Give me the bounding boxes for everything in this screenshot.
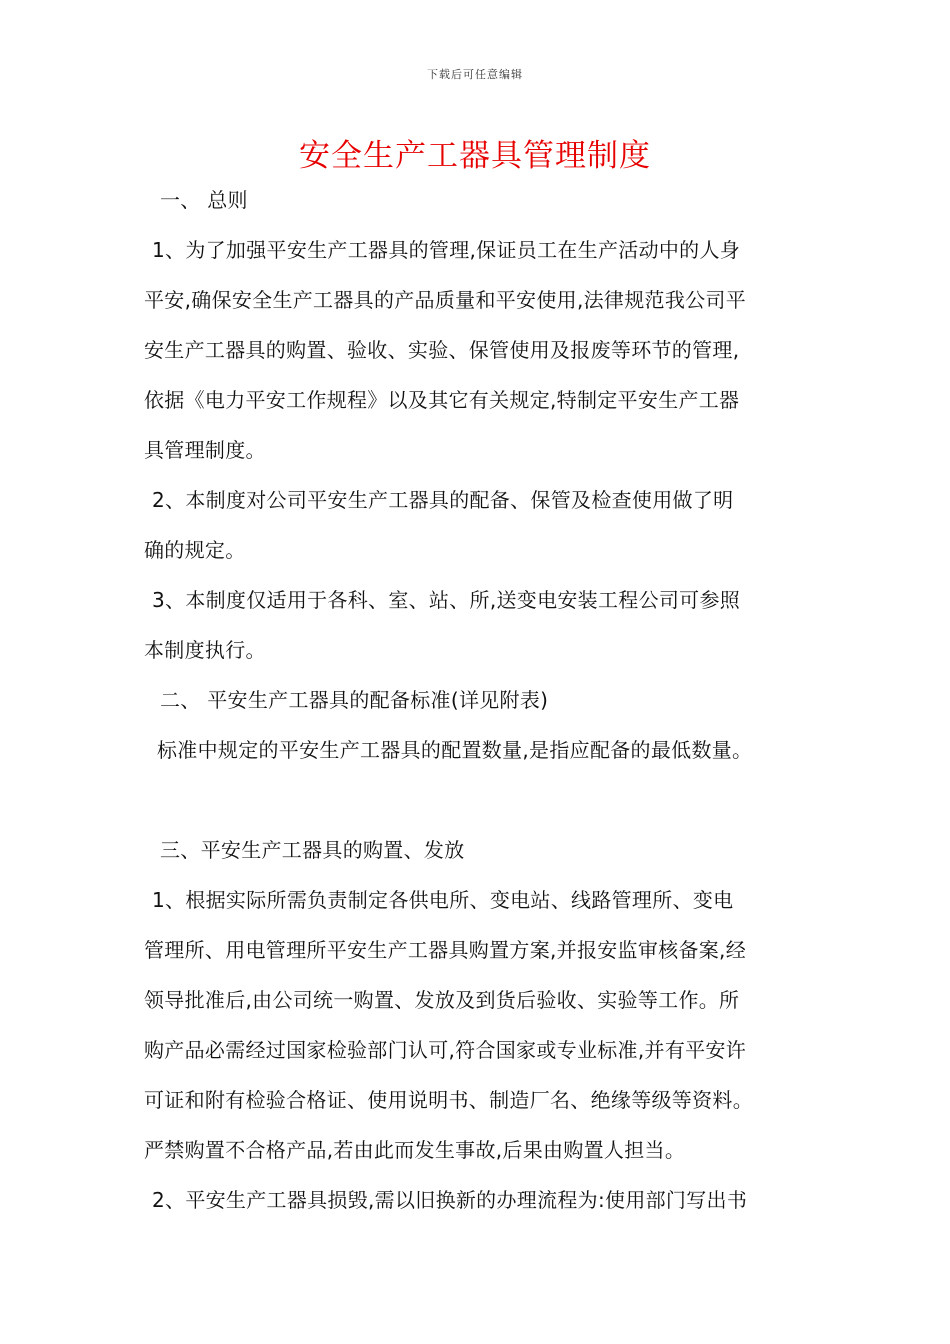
paragraph-line: 2、本制度对公司平安生产工器具的配备、保管及检查使用做了明 (152, 488, 734, 512)
paragraph-line: 2、平安生产工器具损毁,需以旧换新的办理流程为:使用部门写出书 (152, 1188, 748, 1212)
paragraph-line: 具管理制度。 (144, 438, 266, 462)
header-note: 下载后可任意编辑 (427, 68, 523, 81)
section-heading-purchase: 三、平安生产工器具的购置、发放 (160, 838, 465, 862)
paragraph-line: 标准中规定的平安生产工器具的配置数量,是指应配备的最低数量。 (157, 738, 753, 762)
paragraph-line: 严禁购置不合格产品,若由此而发生事故,后果由购置人担当。 (144, 1138, 686, 1162)
paragraph-line: 可证和附有检验合格证、使用说明书、制造厂名、绝缘等级等资料。 (144, 1088, 753, 1112)
paragraph-line: 3、本制度仅适用于各科、室、站、所,送变电安装工程公司可参照 (152, 588, 741, 612)
paragraph-line: 1、根据实际所需负责制定各供电所、变电站、线路管理所、变电 (152, 888, 734, 912)
paragraph-line: 依据《电力平安工作规程》以及其它有关规定,特制定平安生产工器 (144, 388, 740, 412)
paragraph-line: 安生产工器具的购置、验收、实验、保管使用及报废等环节的管理, (144, 338, 740, 362)
paragraph-line: 管理所、用电管理所平安生产工器具购置方案,并报安监审核备案,经 (144, 938, 747, 962)
paragraph-line: 平安,确保安全生产工器具的产品质量和平安使用,法律规范我公司平 (144, 288, 747, 312)
paragraph-line: 购产品必需经过国家检验部门认可,符合国家或专业标准,并有平安许 (144, 1038, 747, 1062)
paragraph-line: 本制度执行。 (144, 638, 266, 662)
paragraph-line: 1、为了加强平安生产工器具的管理,保证员工在生产活动中的人身 (152, 238, 741, 262)
section-heading-standards: 二、 平安生产工器具的配备标准(详见附表) (160, 688, 549, 712)
paragraph-line: 确的规定。 (144, 538, 246, 562)
section-heading-general: 一、 总则 (160, 188, 248, 212)
document-title: 安全生产工器具管理制度 (299, 138, 651, 174)
paragraph-line: 领导批准后,由公司统一购置、发放及到货后验收、实验等工作。所 (144, 988, 740, 1012)
